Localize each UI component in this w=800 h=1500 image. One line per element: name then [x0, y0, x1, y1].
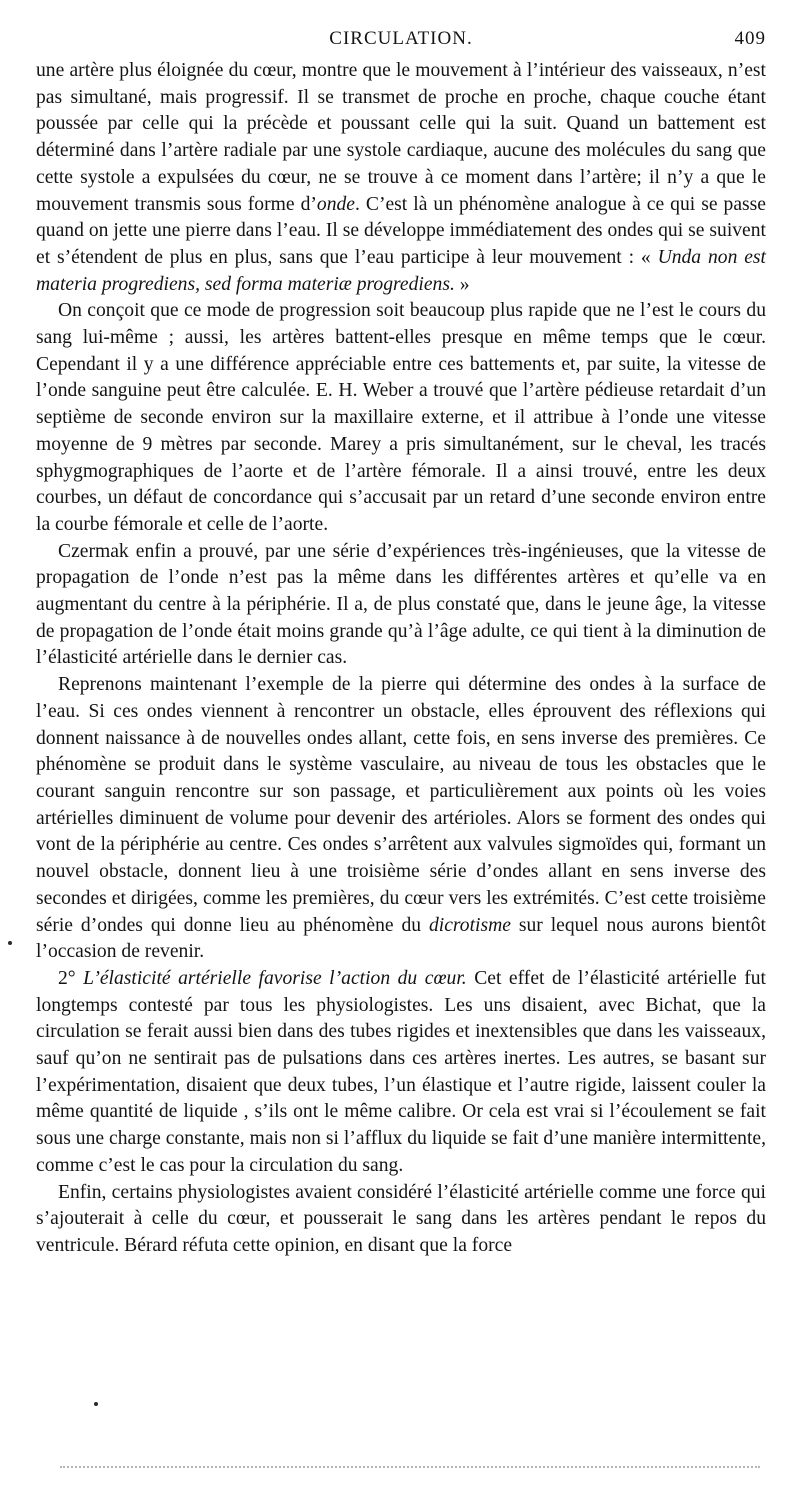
text-run: Cet effet de l’élasticité artérielle fut longtemps contesté par tous les physiologistes. Les uns disaient, avec Bichat, que la circulation se ferait aussi bien dans des tubes rigides et inextensibles que dans les vaisseaux, sauf qu’on ne sentirait pas de pulsations dans ces artères inertes. Les autres, se basant sur l’expérimentation, disaient que deux tubes, l’un élastique et l’autre rigide, laissent couler la même quantité de liquide , s’ils ont le même calibre. Or cela est vrai si l’écoulement se fait sous une charge constante, mais non si l’afflux du liquide se fait d’une manière intermittente, comme c’est le cas pour la circulation du sang.	[36, 967, 767, 1176]
italic-text: dicrotisme	[428, 914, 511, 936]
paragraph	[36, 672, 766, 966]
paragraph	[36, 1180, 766, 1260]
text-run: une artère plus éloignée du cœur, montre que le mouvement à l’intérieur des vaisseaux, n’est pas simultané, mais progressif. Il se transmet de proche en proche, chaque couche étant poussée par celle qui la précède et poussant celle qui la suit. Quand un battement est déterminé dans l’artère radiale par une systole cardiaque, aucune des molécules du sang que cette systole a expulsées du cœur, ne se trouve à ce moment dans l’artère; il n’y a que le mouvement transmis sous forme d’	[36, 60, 766, 215]
bleed-through-line	[60, 1466, 760, 1468]
italic-text: L’élasticité artérielle favorise l’action du cœur.	[83, 967, 467, 989]
text-run: 2°	[58, 967, 84, 989]
paragraph	[36, 966, 766, 1180]
text-run: On conçoit que ce mode de progression soit beaucoup plus rapide que ne l’est le cours du sang lui-même ; aussi, les artères battent-elles presque en même temps que le cœur. Cependant il y a une différence appréciable entre ces battements et, par suite, la vitesse de l’onde sanguine peut être calculée. E. H. Weber a trouvé que l’artère pédieuse retardait d’un septième de seconde environ sur la maxillaire externe, et il attribue à l’onde une vitesse moyenne de 9 mètres par seconde. Marey a pris simultanément, sur le cheval, les tracés sphygmographiques de l’aorte et de l’artère fémorale. Il a ainsi trouvé, entre les deux courbes, un défaut de concordance qui s’accusait par un retard d’une seconde environ entre la courbe fémorale et celle de l’aorte.	[36, 300, 766, 535]
italic-text: Unda non est materia progrediens, sed forma materiæ progrediens.	[36, 246, 766, 295]
book-page	[36, 28, 766, 1260]
text-run: Czermak enfin a prouvé, par une série d’expériences très-ingénieuses, que la vitesse de propagation de l’onde n’est pas la même dans les différentes artères et qu’elle va en augmentant du centre à la périphérie. Il a, de plus constaté que, dans le jeune âge, la vitesse de propagation de l’onde était moins grande qu’à l’âge adulte, ce qui tient à la diminution de l’élasticité artérielle dans le dernier cas.	[36, 540, 766, 669]
running-title: CIRCULATION.	[329, 28, 473, 49]
body-text	[36, 58, 766, 1260]
margin-speck	[8, 941, 12, 945]
text-run: sur lequel nous aurons bientôt l’occasion de revenir.	[36, 914, 766, 963]
italic-text: onde	[316, 193, 355, 215]
margin-speck	[94, 1402, 98, 1406]
text-run: Enfin, certains physiologistes avaient considéré l’élasticité artérielle comme une force qui s’ajouterait à celle du cœur, et pousserait le sang dans les artères pendant le repos du ventricule. Bérard réfuta cette opinion, en disant que la force	[36, 1181, 766, 1256]
paragraph	[36, 539, 766, 673]
paragraph	[36, 298, 766, 538]
text-run: . C’est là un phénomène analogue à ce qui se passe quand on jette une pierre dans l’eau. Il se développe immédiatement des ondes qui se suivent et s’étendent de plus en plus, sans que l’eau participe à leur mouvement : «	[36, 193, 766, 268]
text-run: Reprenons maintenant l’exemple de la pierre qui détermine des ondes à la surface de l’eau. Si ces ondes viennent à rencontrer un obstacle, elles éprouvent des réflexions qui donnent naissance à de nouvelles ondes allant, cette fois, en sens inverse des premières. Ce phénomène se produit dans le système vasculaire, au niveau de tous les obstacles que le courant sanguin rencontre sur son passage, et particulièrement aux points où les voies artérielles diminuent de volume pour devenir des artérioles. Alors se forment des ondes qui vont de la périphérie au centre. Ces ondes s’arrêtent aux valvules sigmoïdes qui, formant un nouvel obstacle, donnent lieu à une troisième série d’ondes allant en sens inverse des secondes et dirigées, comme les premières, du cœur vers les extrémités. C’est cette troisième série d’ondes qui donne lieu au phénomène du	[36, 674, 766, 936]
page-number: 409	[734, 28, 766, 49]
text-run: »	[454, 273, 470, 295]
paragraph	[36, 58, 766, 298]
running-head	[36, 28, 766, 58]
